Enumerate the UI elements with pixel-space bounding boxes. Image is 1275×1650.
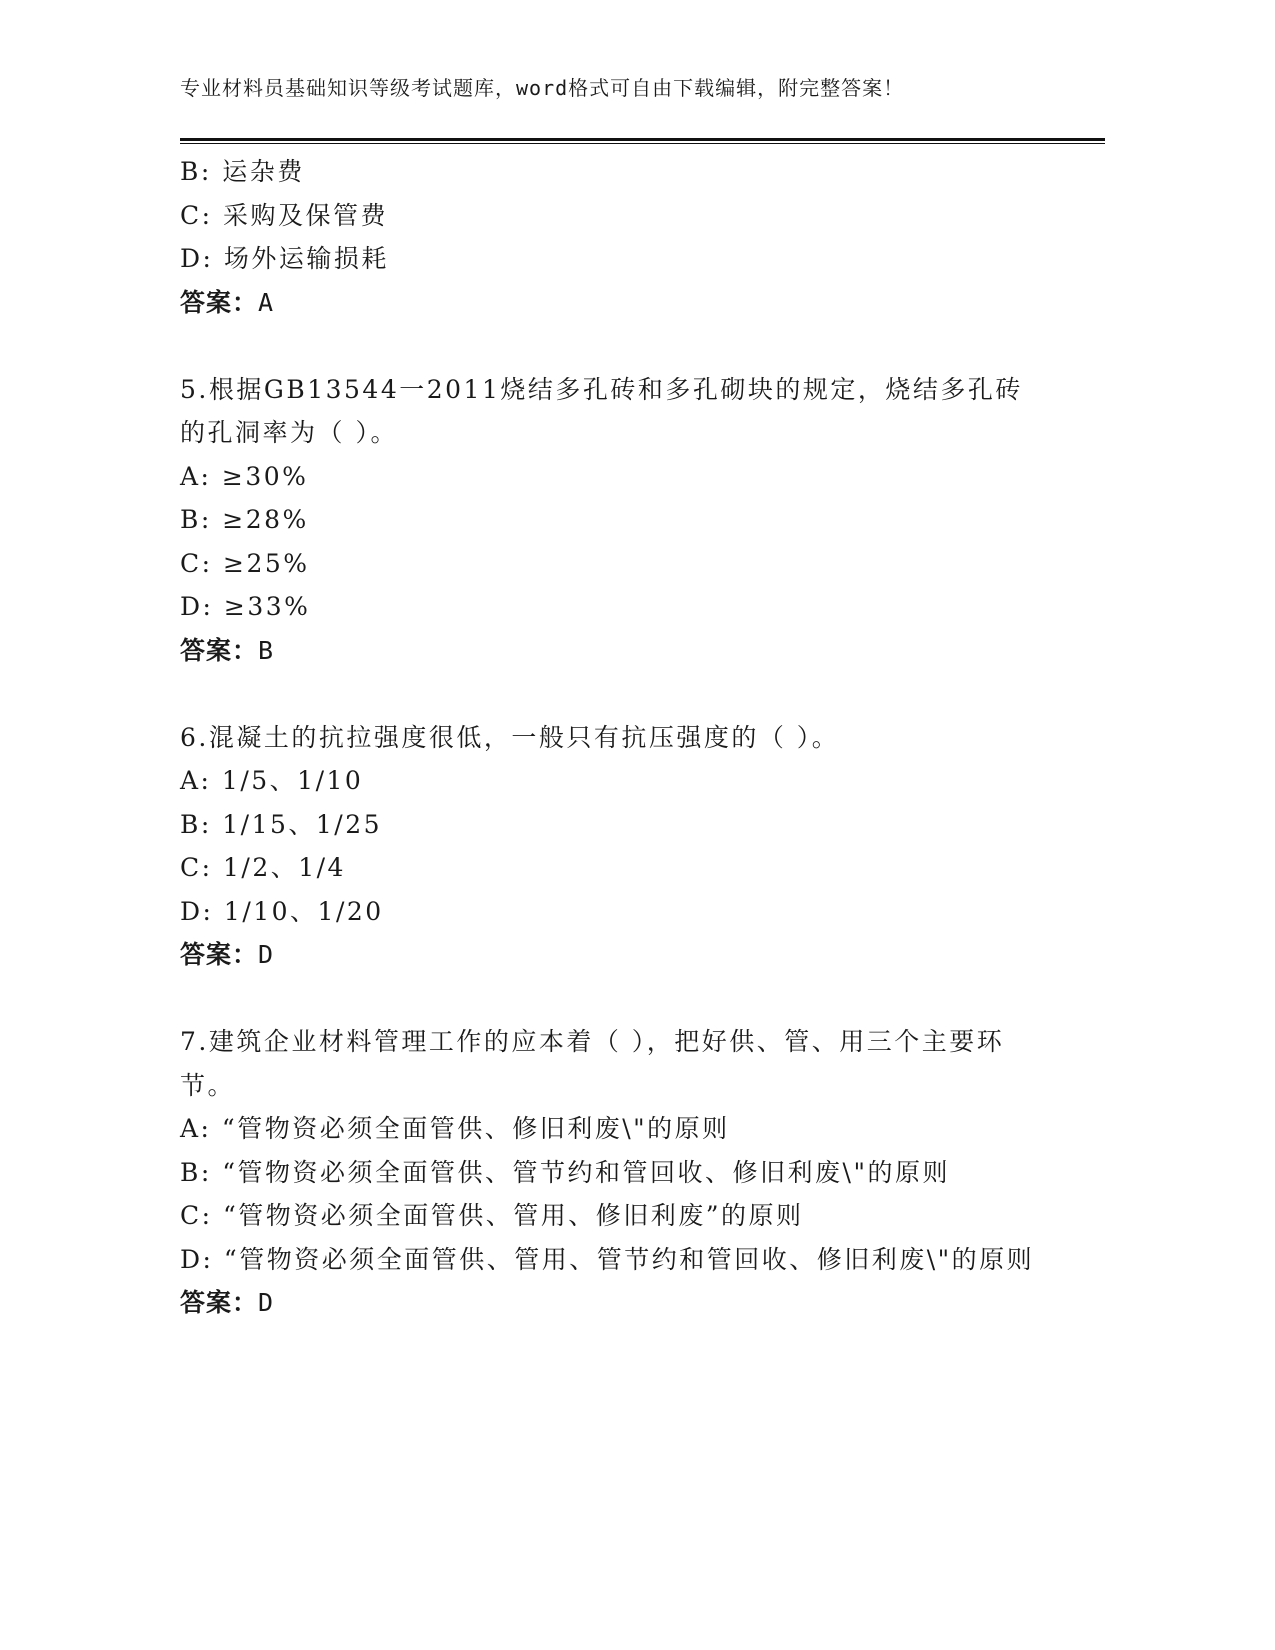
question-text: 6.混凝土的抗拉强度很低，一般只有抗压强度的（ ）。 (180, 722, 840, 752)
block-spacer (180, 672, 1040, 716)
option-d: D: “管物资必须全面管供、管用、管节约和管回收、修旧利废\"的原则 (180, 1244, 1035, 1274)
answer-label: 答案： (180, 635, 259, 665)
answer-value: D (258, 940, 275, 969)
option-d: D: 场外运输损耗 (180, 244, 389, 273)
option-b: B: 1/15、1/25 (180, 809, 383, 839)
answer-value: A (258, 287, 275, 317)
question-block-6 (180, 716, 1040, 977)
question-text: 5.根据GB13544一2011烧结多孔砖和多孔砌块的规定，烧结多孔砖的孔洞率为（ ）。 (180, 374, 1023, 447)
option-a: A: 1/5、1/10 (180, 766, 364, 795)
question-text: 7.建筑企业材料管理工作的应本着（ ），把好供、管、用三个主要环节。 (180, 1027, 1005, 1100)
option-b: B: ≥28% (180, 505, 309, 534)
header-rule-thin (180, 143, 1105, 144)
answer-label: 答案： (180, 287, 259, 317)
option-c: C: 采购及保管费 (180, 200, 388, 230)
option-c: C: “管物资必须全面管供、管用、修旧利废”的原则 (180, 1201, 804, 1230)
option-b: B: 运杂费 (180, 157, 305, 186)
option-a: A: ≥30% (180, 461, 309, 491)
page-header: 专业材料员基础知识等级考试题库，word格式可自由下载编辑，附完整答案！ (180, 76, 905, 100)
block-spacer (180, 977, 1040, 1021)
answer-line (180, 281, 1040, 325)
answer-label: 答案： (180, 940, 259, 969)
option-c: C: 1/2、1/4 (180, 853, 346, 882)
answer-line (180, 1281, 1040, 1325)
answer-value: B (258, 635, 275, 665)
answer-line (180, 933, 1040, 977)
option-d: D: ≥33% (180, 592, 311, 621)
question-block-7 (180, 1020, 1040, 1325)
question-block-4 (180, 150, 1040, 324)
header-rule (180, 138, 1105, 141)
answer-line (180, 629, 1040, 673)
option-c: C: ≥25% (180, 548, 310, 578)
option-a: A: “管物资必须全面管供、修旧利废\"的原则 (180, 1114, 730, 1143)
exam-content (180, 150, 1040, 1325)
option-b: B: “管物资必须全面管供、管节约和管回收、修旧利废\"的原则 (180, 1157, 950, 1187)
option-d: D: 1/10、1/20 (180, 896, 384, 926)
block-spacer (180, 324, 1040, 368)
answer-label: 答案： (180, 1288, 259, 1317)
question-block-5 (180, 368, 1040, 673)
answer-value: D (258, 1288, 275, 1317)
